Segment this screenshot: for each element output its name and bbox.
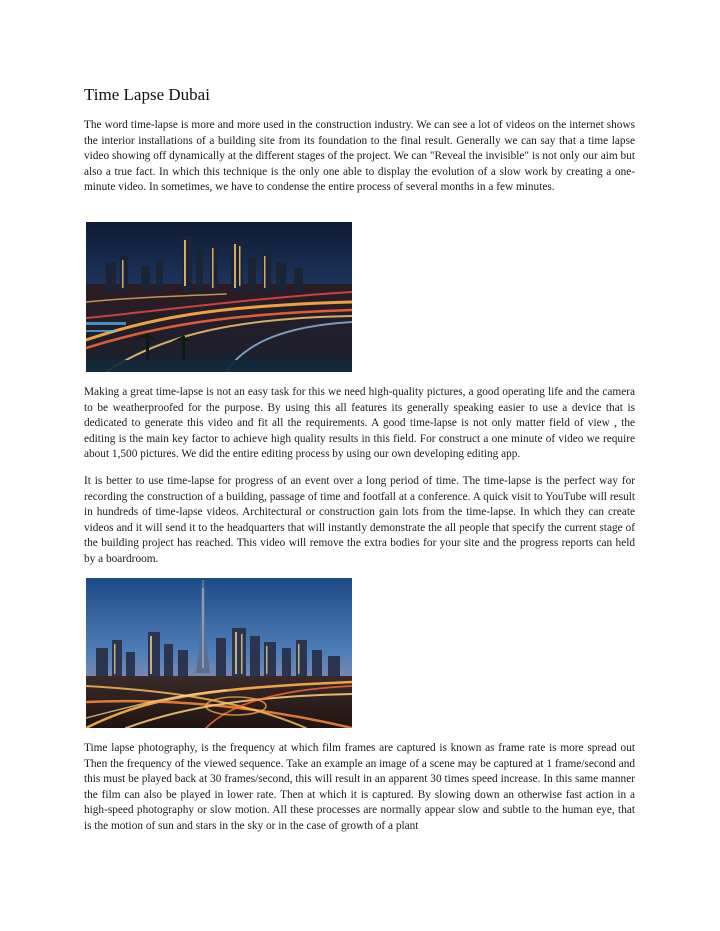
- page-title: Time Lapse Dubai: [84, 85, 210, 104]
- dubai-night-highway-photo: [86, 222, 352, 372]
- paragraph-progress: It is better to use time-lapse for progress of an event over a long period of time. The time-lapse is the perfect way for recording the construction of a building, passage of time and footfall at a conference. A quick visit to YouTube will result in hundreds of time-lapse videos. Architectural or construction gain lots from the time-lapse. In which they can create videos and it will send it to the headquarters that will instantly demonstrate the all people that specify the current stage of the building project has reached. This video will remove the extra bodies for your site and the progress reports can held by a boardroom.: [84, 475, 635, 565]
- paragraph-equipment: Making a great time-lapse is not an easy task for this we need high-quality pictures, a good operating life and the camera to be weatherproofed for the purpose. By using this all features its generally speaking easier to use a device that is dedicated to generate this video and fit all the requirements. A good time-lapse is not only matter field of view , the editing is the main key factor to achieve high quality results in this field. For construct a one minute of video we require about 1,500 pictures. We did the entire editing process by using our own developing editing app.: [84, 386, 635, 461]
- dubai-skyline-dusk-photo: [86, 578, 352, 728]
- paragraph-intro: The word time-lapse is more and more used in the construction industry. We can see a lot of videos on the internet shows the interior installations of a building site from its foundation to the final result. Generally we can say that a time lapse video showing off dynamically at the different stages of the project. We can "Reveal the invisible" is not only our aim but also a true fact. In which this technique is the only one able to display the evolution of a slow work by creating a one-minute video. In sometimes, we have to condense the entire process of several months in a few minutes.: [84, 119, 635, 194]
- paragraph-frame-rate: Time lapse photography, is the frequency at which film frames are captured is known as frame rate is more spread out Then the frequency of the viewed sequence. Take an example an image of a scene may be captured at 1 frame/second and this must be played back at 30 frames/second, this will result in an apparent 30 times speed increase. In this same manner the film can also be played in lower rate. Then at which it is captured. By slowing down an otherwise fast action in a high-speed photography or slow motion. All these processes are normally appear slow and subtle to the human eye, that is the motion of sun and stars in the sky or in the case of growth of a plant: [84, 742, 635, 832]
